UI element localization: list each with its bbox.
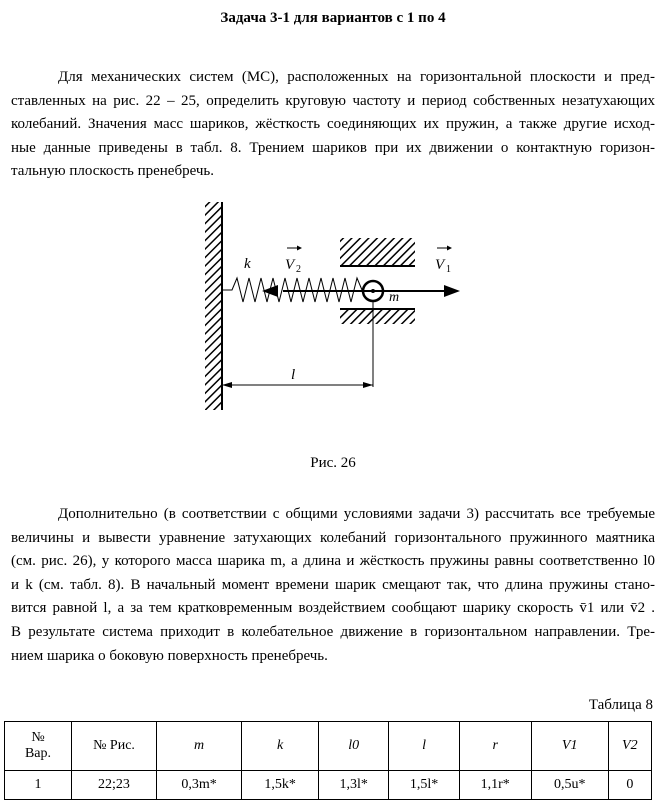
header-v2: V2 <box>608 722 651 771</box>
table-cell: 0,3m* <box>157 771 242 800</box>
header-figure: № Рис. <box>72 722 157 771</box>
label-l: l <box>291 367 296 383</box>
table-cell: 1,1r* <box>459 771 531 800</box>
label-m: m <box>389 290 400 305</box>
label-v1: V <box>435 257 445 273</box>
wall-hatch <box>205 202 222 410</box>
table-cell: 1,3l* <box>319 771 389 800</box>
header-k: k <box>242 722 319 771</box>
header-r: r <box>459 722 531 771</box>
text-line: нием шарика о боковую поверхность пренебречь. <box>11 647 328 664</box>
text-line: ставленных на рис. 22 – 25, определить круговую частоту и период собственных незатухающих <box>11 92 655 109</box>
text-line: вится равной l, а за тем кратковременным воздействием сообщают шарику скорость v̄1 или v̄2 . <box>11 600 655 617</box>
table-header-row <box>5 722 652 771</box>
lower-guide-hatch <box>340 309 415 324</box>
additional-paragraph <box>11 503 655 668</box>
upper-guide-hatch <box>340 238 415 266</box>
intro-paragraph <box>11 66 655 184</box>
table-cell: 0 <box>608 771 651 800</box>
text-line: В результате система приходит в колебательное движение в горизонтальном направлении. Тре- <box>11 623 655 640</box>
spring-pendulum-figure <box>0 190 666 430</box>
text-line: колебаний. Значения масс шариков, жёсткость соединяющих их пружин, а также другие исход- <box>11 116 655 133</box>
label-v1-sub: 1 <box>446 264 451 275</box>
text-line: величины и вывести уравнение затухающих колебаний горизонтального пружинного маятника <box>11 529 655 546</box>
header-l: l <box>389 722 459 771</box>
figure-caption: Рис. 26 <box>310 455 356 471</box>
arrow-head-left <box>262 285 278 297</box>
header-l0: l0 <box>319 722 389 771</box>
dimension-arrow-left <box>222 382 232 388</box>
dimension-arrow-right <box>363 382 373 388</box>
table-cell: 22;23 <box>72 771 157 800</box>
text-line: Дополнительно (в соответствии с общими условиями задачи 3) рассчитать все требуемые <box>58 506 655 522</box>
table-label: Таблица 8 <box>588 697 653 713</box>
text-line: Для механических систем (МС), расположенных на горизонтальной плоскости и пред- <box>58 69 655 85</box>
text-line: тальную плоскость пренебречь. <box>11 163 215 180</box>
header-v1: V1 <box>531 722 608 771</box>
table-cell: 1,5k* <box>242 771 319 800</box>
header-variant: № Вар. <box>5 722 72 771</box>
data-table <box>4 721 652 800</box>
text-line: и k (см. табл. 8). В начальный момент времени шарик смещают так, что длина пружины стано- <box>11 576 655 593</box>
table-row <box>5 771 652 800</box>
text-line: ные данные приведены в табл. 8. Трением шариков при их движении о контактную горизон- <box>11 139 655 156</box>
label-v2: V <box>285 257 295 273</box>
label-k: k <box>244 256 251 272</box>
task-title: Задача 3-1 для вариантов с 1 по 4 <box>220 10 446 26</box>
label-v2-sub: 2 <box>296 264 301 275</box>
table-cell: 1 <box>5 771 72 800</box>
table-cell: 1,5l* <box>389 771 459 800</box>
header-m: m <box>157 722 242 771</box>
table-cell: 0,5u* <box>531 771 608 800</box>
text-line: (см. рис. 26), у которого масса шарика m, а длина и жёсткость пружины равны соответственно l0 <box>11 553 655 570</box>
arrow-head-right <box>444 285 460 297</box>
